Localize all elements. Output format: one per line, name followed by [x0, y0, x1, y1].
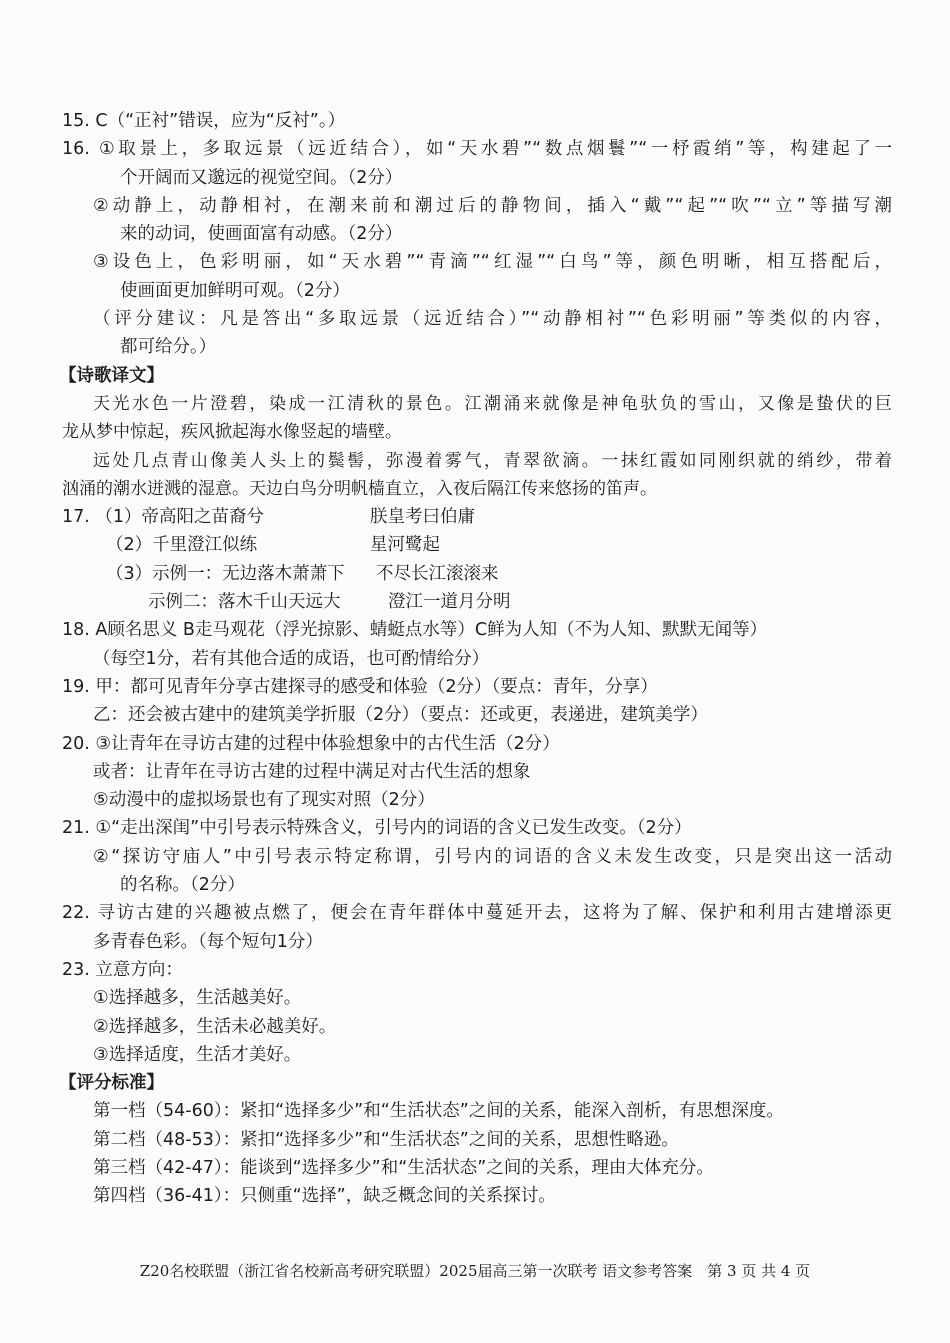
answer-22-line: 多青春色彩。（每个短句1分） [93, 931, 323, 952]
answer-20-line: 或者：让青年在寻访古建的过程中满足对古代生活的想象 [93, 761, 531, 782]
answer-20-line: 20. ③让青年在寻访古建的过程中体验想象中的古代生活（2分） [62, 733, 560, 754]
answer-17-second-half: 不尽长江滚滚来 [376, 563, 499, 584]
answer-23-line: ①选择越多，生活越美好。 [93, 988, 302, 1009]
page-footer: Z20名校联盟（浙江省名校新高考研究联盟）2025届高三第一次联考 语文参考答案 第 3 页 共 4 页 [139, 1262, 811, 1280]
answer-20-line: ⑤动漫中的虚拟场景也有了现实对照（2分） [93, 790, 435, 811]
answer-17-second-half: 朕皇考曰伯庸 [370, 507, 475, 528]
answer-17-line [62, 588, 892, 616]
scoring-criteria-tier: 第二档（48-53）：紧扣“选择多少”和“生活状态”之间的关系，思想性略逊。 [93, 1129, 679, 1150]
answer-17-first-half: 17. （1）帝高阳之苗裔兮 [62, 507, 265, 528]
scoring-criteria-tier: 第三档（42-47）：能谈到“选择多少”和“生活状态”之间的关系，理由大体充分。 [93, 1157, 714, 1178]
answer-23-line: ②选择越多，生活未必越美好。 [93, 1016, 337, 1037]
answer-17-line [62, 560, 892, 588]
answer-17-second-half: 星河鹭起 [370, 535, 440, 556]
poem-translation-line: 龙从梦中惊起，疾风掀起海水像竖起的墙壁。 [62, 422, 402, 443]
answer-18-line: （每空1分，若有其他合适的成语，也可酌情给分） [93, 648, 490, 669]
answer-16-line: ②动静上，动静相衬，在潮来前和潮过后的静物间，插入“戴”“起”“吹”“立”等描写潮 [93, 195, 892, 216]
answer-16-line: 都可给分。） [120, 337, 217, 358]
answer-17-line [62, 531, 892, 559]
answer-19-line: 19. 甲：都可见青年分享古建探寻的感受和体验（2分）（要点：青年，分享） [62, 676, 658, 697]
answer-23-line: 23. 立意方向： [62, 959, 183, 980]
answer-16-line: ③设色上，色彩明丽，如“天水碧”“青滴”“红湿”“白鸟”等，颜色明晰，相互搭配后， [93, 252, 892, 273]
answer-16-line: 个开阔而又邈远的视觉空间。（2分） [120, 167, 403, 188]
answer-21-line: 的名称。（2分） [120, 875, 245, 896]
answer-22-line: 22. 寻访古建的兴趣被点燃了，便会在青年群体中蔓延开去，这将为了解、保护和利用古建增添更 [62, 903, 892, 924]
poem-translation-line: 天光水色一片澄碧，染成一江清秋的景色。江潮涌来就像是神龟驮负的雪山，又像是蛰伏的巨 [93, 393, 892, 414]
answer-16-line: （评分建议：凡是答出“多取远景（远近结合）”“动静相衬”“色彩明丽”等类似的内容， [93, 309, 892, 330]
poem-translation-line: 远处几点青山像美人头上的鬓髻，弥漫着雾气，青翠欲滴。一抹红霞如同刚织就的绡纱，带着 [93, 450, 892, 471]
scoring-criteria-tier: 第一档（54-60）：紧扣“选择多少”和“生活状态”之间的关系，能深入剖析，有思想深度。 [93, 1101, 784, 1122]
scoring-criteria-tier: 第四档（36-41）：只侧重“选择”，缺乏概念间的关系探讨。 [93, 1186, 556, 1207]
answer-16-line: 使画面更加鲜明可观。（2分） [120, 280, 350, 301]
answer-16-line: 来的动词，使画面富有动感。（2分） [120, 224, 403, 245]
answer-18-line: 18. A顾名思义 B走马观花（浮光掠影、蜻蜓点水等）C鲜为人知（不为人知、默默无闻等） [62, 620, 768, 641]
poem-translation-heading: 【诗歌译文】 [59, 365, 164, 386]
poem-translation-line: 汹涌的潮水迸溅的湿意。天边白鸟分明帆樯直立，入夜后隔江传来悠扬的笛声。 [62, 478, 657, 499]
answer-21-line: ②“探访守庙人”中引号表示特定称谓，引号内的词语的含义未发生改变，只是突出这一活动 [93, 846, 892, 867]
answer-document [59, 107, 892, 1211]
answer-17-first-half: （3）示例一：无边落木萧萧下 [106, 563, 345, 584]
scoring-criteria-heading: 【评分标准】 [59, 1073, 164, 1094]
answer-17-first-half: （2）千里澄江似练 [106, 535, 258, 556]
answer-17-second-half: 澄江一道月分明 [388, 592, 511, 613]
answer-21-line: 21. ①“走出深闺”中引号表示特殊含义，引号内的词语的含义已发生改变。（2分） [62, 818, 692, 839]
answer-15: 15. C（“正衬”错误，应为“反衬”。） [62, 111, 346, 131]
answer-23-line: ③选择适度，生活才美好。 [93, 1044, 302, 1065]
answer-16-line: 16. ①取景上，多取远景（远近结合），如“天水碧”“数点烟鬟”“一杼霞绡”等，构建起了一 [62, 139, 892, 160]
answer-19-line: 乙：还会被古建中的建筑美学折服（2分）（要点：还或更，表递进，建筑美学） [93, 705, 708, 726]
answer-17-first-half: 示例二：落木千山天远大 [148, 592, 341, 613]
answer-17-line [62, 503, 892, 531]
